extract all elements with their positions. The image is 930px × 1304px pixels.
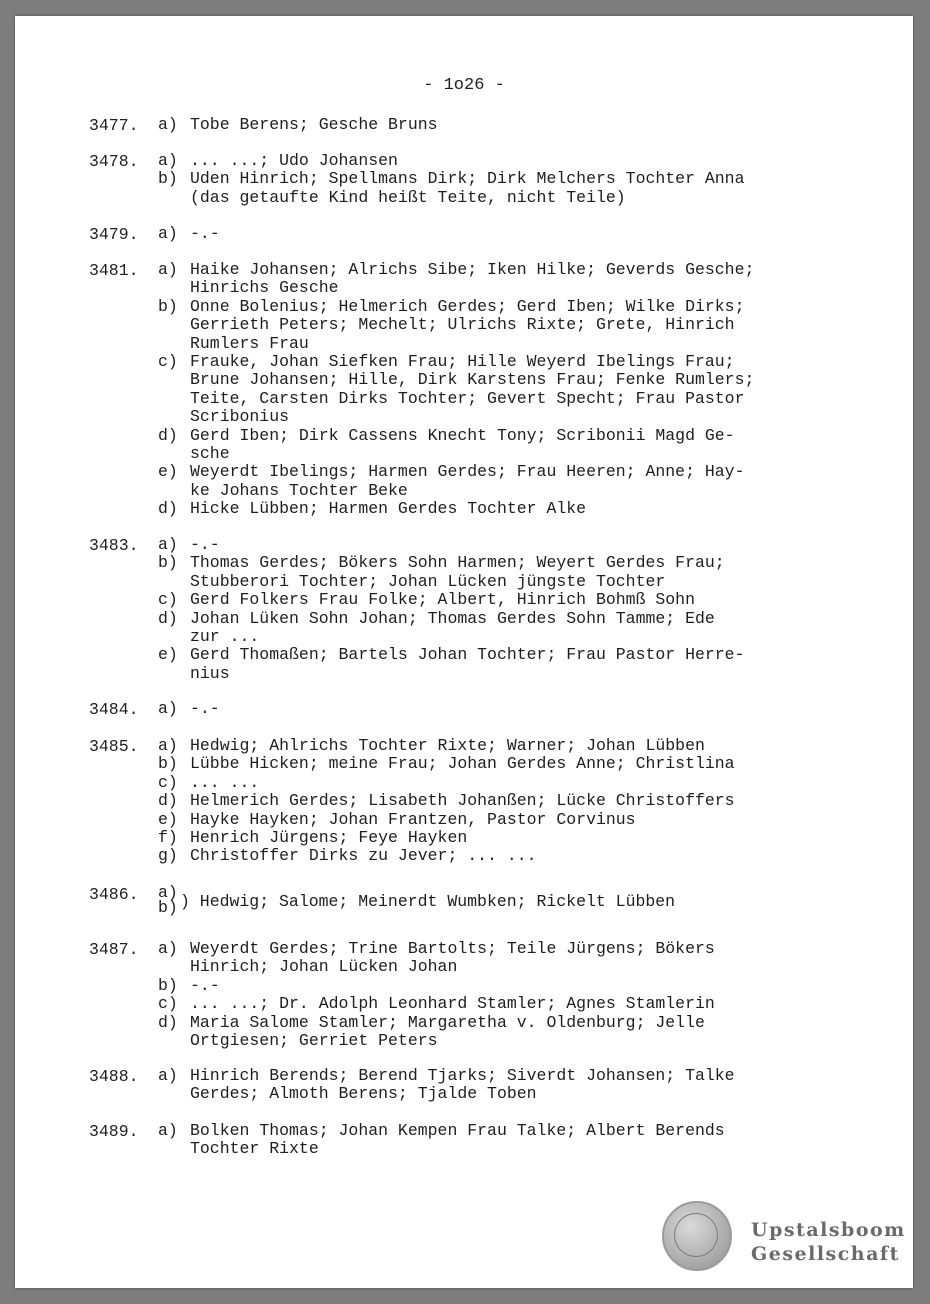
- entry-line: [89, 958, 829, 976]
- entry-label: b): [158, 296, 178, 316]
- entry-text: Tochter Rixte: [190, 1139, 319, 1159]
- entry-line: [89, 463, 829, 481]
- entry-line: [89, 298, 829, 316]
- entry-text: Lübbe Hicken; meine Frau; Johan Gerdes Anne; Christlina: [190, 754, 735, 774]
- upstalsboom-seal-logo: [662, 1201, 732, 1271]
- entry-line: [89, 500, 829, 518]
- entry-text: Gerd Thomaßen; Bartels Johan Tochter; Frau Pastor Herre-: [190, 645, 745, 665]
- entry-3487: [89, 940, 829, 1050]
- entry-label: a): [158, 736, 178, 755]
- entry-label: e): [158, 462, 178, 482]
- entry-line: [89, 774, 829, 792]
- entry-text: Rumlers Frau: [190, 333, 309, 353]
- entry-text: Teite, Carsten Dirks Tochter; Gevert Specht; Frau Pastor: [190, 388, 745, 408]
- brand-line-1: Upstalsboom: [751, 1219, 906, 1241]
- entry-line: [89, 610, 829, 628]
- entry-3484: [89, 700, 829, 718]
- entry-text: Johan Lüken Sohn Johan; Thomas Gerdes Sohn Tamme; Ede: [190, 608, 715, 628]
- entry-3488: [89, 1067, 829, 1104]
- entry-3477: [89, 116, 829, 134]
- entry-text: (das getaufte Kind heißt Teite, nicht Teile): [190, 187, 626, 207]
- entry-text: Scribonius: [190, 407, 290, 427]
- entry-line: [89, 847, 829, 865]
- entry-text: Uden Hinrich; Spellmans Dirk; Dirk Melchers Tochter Anna: [190, 169, 745, 189]
- entry-line: [89, 316, 829, 334]
- entry-text: Helmerich Gerdes; Lisabeth Johanßen; Lücke Christoffers: [190, 791, 735, 811]
- entry-3485: [89, 737, 829, 866]
- entry-line: [89, 408, 829, 426]
- entry-text: zur ...: [190, 626, 260, 646]
- entry-line: [89, 445, 829, 463]
- entry-text: ... ...; Dr. Adolph Leonhard Stamler; Agnes Stamlerin: [190, 994, 715, 1014]
- entry-number: 3483.: [89, 536, 139, 555]
- entry-line: [89, 170, 829, 188]
- entry-line: [89, 1140, 829, 1158]
- entry-line: [89, 573, 829, 591]
- entry-label: a): [158, 939, 178, 958]
- entry-label: c): [158, 590, 178, 610]
- entry-label: c): [158, 994, 178, 1014]
- entry-label: a): [158, 224, 178, 243]
- entry-label: b): [158, 169, 178, 189]
- entry-line: [89, 116, 829, 134]
- entry-line: [89, 279, 829, 297]
- entry-label: b): [158, 754, 178, 774]
- entry-text: Maria Salome Stamler; Margaretha v. Oldenburg; Jelle: [190, 1012, 705, 1032]
- entry-text: Weyerdt Gerdes; Trine Bartolts; Teile Jürgens; Bökers: [190, 939, 715, 958]
- entry-label-a: a): [158, 883, 178, 902]
- entry-text: Gerdes; Almoth Berens; Tjalde Toben: [190, 1084, 537, 1104]
- entry-line: [89, 792, 829, 810]
- entry-label: e): [158, 645, 178, 665]
- entry-label: a): [158, 115, 178, 134]
- entry-label: a): [158, 535, 178, 554]
- entry-line: [89, 554, 829, 572]
- entry-label: b): [158, 975, 178, 995]
- entry-text: ... ...: [190, 772, 260, 792]
- entry-line: [89, 665, 829, 683]
- entry-text: Frauke, Johan Siefken Frau; Hille Weyerd Ibelings Frau;: [190, 351, 735, 371]
- entry-3478: [89, 152, 829, 207]
- entry-line: [89, 390, 829, 408]
- entry-label: d): [158, 499, 178, 519]
- entry-text: Hinrich Berends; Berend Tjarks; Siverdt Johansen; Talke: [190, 1066, 735, 1085]
- entry-label: a): [158, 1121, 178, 1140]
- entry-number: 3478.: [89, 152, 139, 171]
- entry-text: Stubberori Tochter; Johan Lücken jüngste Tochter: [190, 571, 666, 591]
- entry-text: Gerrieth Peters; Mechelt; Ulrichs Rixte; Grete, Hinrich: [190, 315, 735, 335]
- entry-3481: [89, 261, 829, 518]
- entry-line: [89, 1085, 829, 1103]
- entry-text: Onne Bolenius; Helmerich Gerdes; Gerd Iben; Wilke Dirks;: [190, 296, 745, 316]
- entry-label: a): [158, 699, 178, 718]
- entry-text: Thomas Gerdes; Bökers Sohn Harmen; Weyert Gerdes Frau;: [190, 553, 725, 573]
- entry-text: -.-: [190, 535, 220, 554]
- entry-line: [89, 152, 829, 170]
- entry-label: c): [158, 351, 178, 371]
- entry-text: -.-: [190, 224, 220, 243]
- entry-line: [89, 1067, 829, 1085]
- entry-number: 3484.: [89, 700, 139, 719]
- entry-text: Hedwig; Ahlrichs Tochter Rixte; Warner; Johan Lübben: [190, 736, 705, 755]
- entry-text: Hinrich; Johan Lücken Johan: [190, 957, 458, 977]
- entry-line: [89, 335, 829, 353]
- entry-line: [89, 189, 829, 207]
- entry-number: 3487.: [89, 940, 139, 959]
- entry-3489: [89, 1122, 829, 1159]
- entry-label: b): [158, 553, 178, 573]
- entry-text: Hinrichs Gesche: [190, 278, 339, 298]
- entry-line: [89, 482, 829, 500]
- entry-line: [89, 536, 829, 554]
- entry-line: [89, 628, 829, 646]
- entry-number: 3486.: [89, 885, 139, 904]
- entry-text: Hayke Hayken; Johan Frantzen, Pastor Corvinus: [190, 809, 636, 829]
- entry-line: [89, 427, 829, 445]
- entry-label: d): [158, 791, 178, 811]
- entry-text: Bolken Thomas; Johan Kempen Frau Talke; Albert Berends: [190, 1121, 725, 1140]
- entry-number: 3485.: [89, 737, 139, 756]
- brand-logo-text: [751, 1218, 906, 1266]
- entry-line: [89, 995, 829, 1013]
- entry-text: Weyerdt Ibelings; Harmen Gerdes; Frau Heeren; Anne; Hay-: [190, 462, 745, 482]
- entry-line: [89, 591, 829, 609]
- entry-line: [89, 1014, 829, 1032]
- entry-line: [89, 261, 829, 279]
- entry-number: 3488.: [89, 1067, 139, 1086]
- entry-label: a): [158, 151, 178, 170]
- entry-text: Henrich Jürgens; Feye Hayken: [190, 827, 468, 847]
- entry-line: [89, 353, 829, 371]
- entry-label: e): [158, 809, 178, 829]
- entry-text: ) Hedwig; Salome; Meinerdt Wumbken; Rickelt Lübben: [180, 892, 676, 911]
- entry-text: Haike Johansen; Alrichs Sibe; Iken Hilke; Geverds Gesche;: [190, 260, 755, 279]
- entry-label: f): [158, 827, 178, 847]
- entry-label: d): [158, 1012, 178, 1032]
- entry-text: Ortgiesen; Gerriet Peters: [190, 1030, 438, 1050]
- entry-text: -.-: [190, 975, 220, 995]
- entry-label: a): [158, 260, 178, 279]
- entry-text: Brune Johansen; Hille, Dirk Karstens Frau; Fenke Rumlers;: [190, 370, 755, 390]
- entry-3479: [89, 225, 829, 243]
- entry-text: sche: [190, 443, 230, 463]
- entry-label: c): [158, 772, 178, 792]
- entry-number: 3481.: [89, 261, 139, 280]
- entry-3483: [89, 536, 829, 683]
- entry-line: [89, 1032, 829, 1050]
- entry-text: ... ...; Udo Johansen: [190, 151, 398, 170]
- entry-label-b: b): [158, 898, 178, 917]
- entry-text: Gerd Folkers Frau Folke; Albert, Hinrich Bohmß Sohn: [190, 590, 695, 610]
- entry-text: -.-: [190, 699, 220, 718]
- entry-line: [89, 755, 829, 773]
- entry-label: d): [158, 425, 178, 445]
- entry-line: [89, 940, 829, 958]
- entry-line: [89, 700, 829, 718]
- entry-text: Hicke Lübben; Harmen Gerdes Tochter Alke: [190, 499, 587, 519]
- entry-text: Tobe Berens; Gesche Bruns: [190, 115, 438, 134]
- entry-text: Gerd Iben; Dirk Cassens Knecht Tony; Scribonii Magd Ge-: [190, 425, 735, 445]
- entry-line: [89, 829, 829, 847]
- entry-number: 3489.: [89, 1122, 139, 1141]
- page-number: - 1o26 -: [423, 76, 505, 95]
- entry-number: 3479.: [89, 225, 139, 244]
- document-page: [15, 16, 913, 1288]
- entry-text: Christoffer Dirks zu Jever; ... ...: [190, 846, 537, 866]
- entry-line: [89, 646, 829, 664]
- entry-line: [89, 225, 829, 243]
- entry-label: a): [158, 1066, 178, 1085]
- entry-text: ke Johans Tochter Beke: [190, 480, 408, 500]
- entry-line: [89, 977, 829, 995]
- entry-line: [89, 371, 829, 389]
- entry-label: g): [158, 846, 178, 866]
- entry-line: [89, 811, 829, 829]
- entry-line: [89, 1122, 829, 1140]
- entry-number: 3477.: [89, 116, 139, 135]
- brand-line-2: Gesellschaft: [751, 1243, 900, 1265]
- entry-line: [89, 737, 829, 755]
- entry-label: d): [158, 608, 178, 628]
- entry-text: nius: [190, 663, 230, 683]
